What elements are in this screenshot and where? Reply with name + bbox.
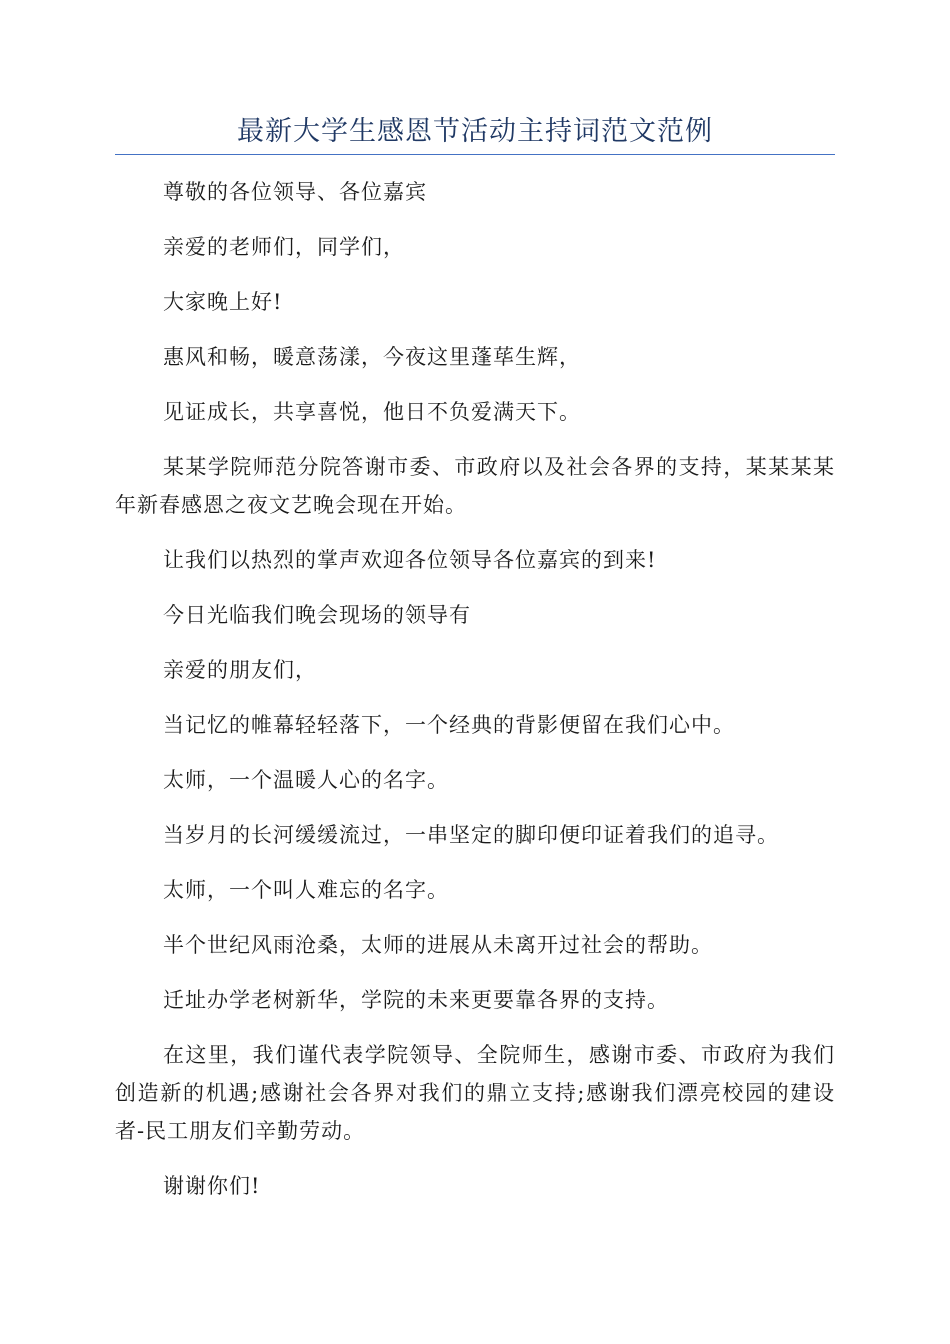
paragraph: 亲爱的老师们，同学们，	[163, 235, 405, 259]
title-underline	[115, 154, 835, 155]
paragraph: 谢谢你们!	[163, 1174, 261, 1198]
paragraph: 大家晚上好!	[163, 290, 283, 314]
paragraph: 惠风和畅，暖意荡漾，今夜这里蓬荜生辉，	[163, 345, 581, 369]
document-body	[115, 173, 835, 1222]
document-title: 最新大学生感恩节活动主持词范文范例	[237, 116, 713, 147]
paragraph: 当岁月的长河缓缓流过，一串坚定的脚印便印证着我们的追寻。	[163, 823, 779, 847]
paragraph: 让我们以热烈的掌声欢迎各位领导各位嘉宾的到来!	[163, 548, 657, 572]
paragraph: 见证成长，共享喜悦，他日不负爱满天下。	[163, 400, 581, 424]
paragraph: 半个世纪风雨沧桑，太师的进展从未离开过社会的帮助。	[163, 933, 713, 957]
paragraph: 今日光临我们晚会现场的领导有	[163, 603, 471, 627]
paragraph: 太师，一个叫人难忘的名字。	[163, 878, 449, 902]
paragraph: 太师，一个温暖人心的名字。	[163, 768, 449, 792]
paragraph: 尊敬的各位领导、各位嘉宾	[163, 180, 427, 204]
paragraph: 某某学院师范分院答谢市委、市政府以及社会各界的支持，某某某某年新春感恩之夜文艺晚会现在开始。	[115, 455, 835, 517]
paragraph: 当记忆的帷幕轻轻落下，一个经典的背影便留在我们心中。	[163, 713, 735, 737]
paragraph: 迁址办学老树新华，学院的未来更要靠各界的支持。	[163, 988, 669, 1012]
paragraph: 在这里，我们谨代表学院领导、全院师生，感谢市委、市政府为我们创造新的机遇;感谢社会各界对我们的鼎立支持;感谢我们漂亮校园的建设者-民工朋友们辛勤劳动。	[115, 1043, 835, 1143]
paragraph: 亲爱的朋友们，	[163, 658, 317, 682]
